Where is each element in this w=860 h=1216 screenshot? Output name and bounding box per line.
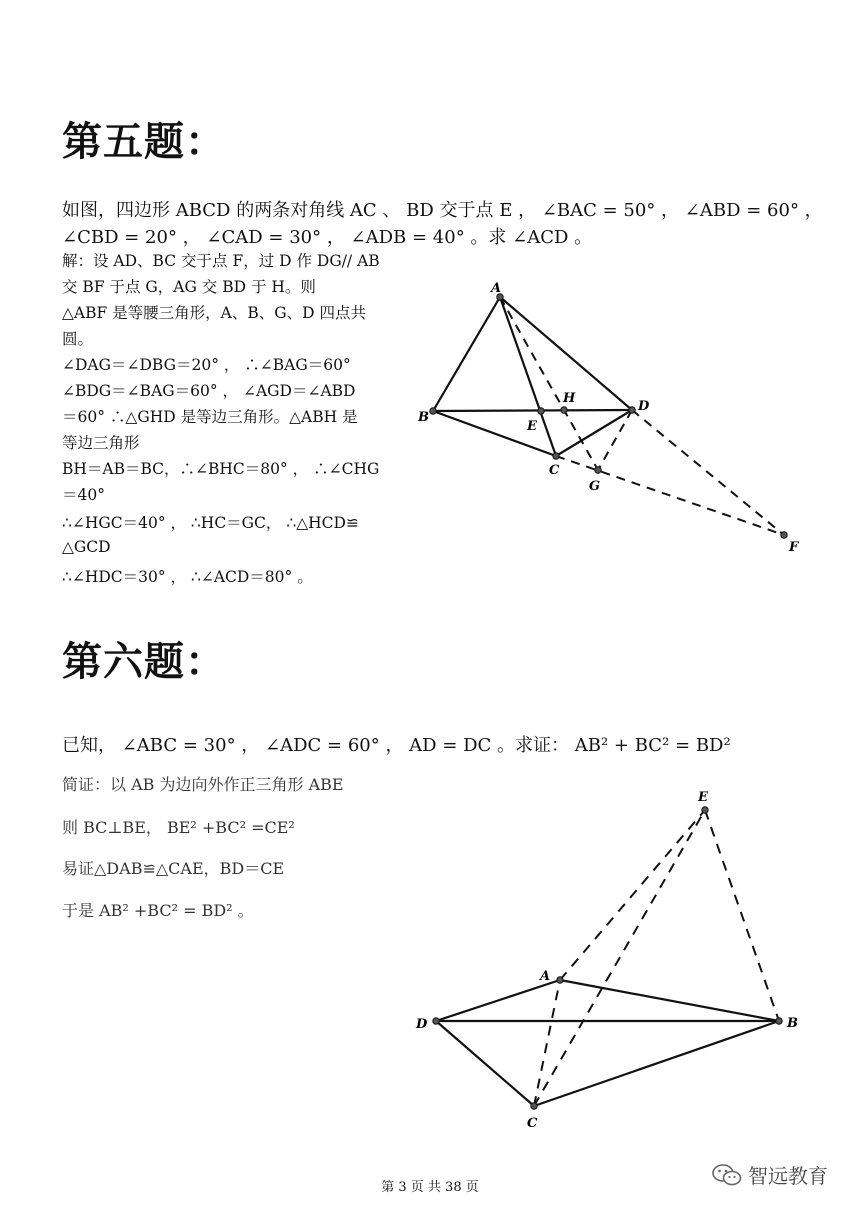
problem6-solution-line: 简证：以 AB 为边向外作正三角形 ABE <box>62 775 344 794</box>
segment-ae-dashed <box>560 810 705 980</box>
problem5-solution-line: ∠DAG＝∠DBG＝20° ， ∴∠BAG＝60° <box>62 356 351 374</box>
problem5-solution-line: ＝40° <box>62 486 105 504</box>
problem5-solution-line: △ABF 是等腰三角形，A、B、G、D 四点共 <box>62 304 367 322</box>
segment-da <box>436 980 560 1021</box>
point-e <box>702 807 708 813</box>
problem5-solution-line: △GCD <box>62 538 111 556</box>
label-c: C <box>549 463 560 478</box>
problem5-solution-line: BH＝AB＝BC，∴∠BHC＝80° ， ∴∠CHG <box>62 460 380 478</box>
problem5-solution-line: 交 BF 于点 G，AG 交 BD 于 H。则 <box>62 278 316 296</box>
point-c <box>531 1103 537 1109</box>
point-b <box>776 1018 782 1024</box>
label-a: A <box>540 969 551 984</box>
problem5-solution-line: ∠BDG＝∠BAG＝60° ， ∠AGD＝∠ABD <box>62 382 356 400</box>
label-a: A <box>491 281 502 296</box>
problem5-solution-line: 解：设 AD、BC 交于点 F，过 D 作 DG// AB <box>62 252 380 270</box>
label-e: E <box>698 790 708 805</box>
label-e: E <box>527 419 537 434</box>
label-d: D <box>638 399 650 414</box>
point-a <box>557 977 563 983</box>
label-f: F <box>789 540 799 555</box>
problem6-solution-line: 于是 AB² +BC² = BD² 。 <box>62 901 254 920</box>
problem5-solution-line: ∴∠HGC＝40° ， ∴HC＝GC， ∴△HCD≌ <box>62 514 359 532</box>
watermark <box>712 1160 828 1189</box>
segment-cb <box>534 1021 779 1106</box>
label-g: G <box>589 479 601 494</box>
problem5-solution-line: ∴∠HDC＝30° ， ∴∠ACD＝80° 。 <box>62 568 313 586</box>
label-b: B <box>418 410 429 425</box>
problem6-title: 第六题： <box>62 639 226 685</box>
problem6-statement: 已知， ∠ABC = 30° ， ∠ADC = 60° ， AD = DC 。求证： AB² + BC² = BD² <box>62 735 731 756</box>
label-h: H <box>563 391 576 406</box>
problem6-solution-line: 则 BC⊥BE， BE² +BC² =CE² <box>62 818 295 837</box>
problem5-statement-line: 如图，四边形 ABCD 的两条对角线 AC 、 BD 交于点 E ， ∠BAC = 50° ， ∠ABD = 60° ， <box>62 200 823 221</box>
problem5-solution-line: ＝60° ∴△GHD 是等边三角形。△ABH 是 <box>62 408 358 426</box>
segment-ab <box>560 980 779 1021</box>
problem5-solution-line: 圆。 <box>62 330 94 348</box>
segment-dc <box>436 1021 534 1106</box>
wechat-icon <box>712 1163 742 1187</box>
label-b: B <box>787 1016 798 1031</box>
label-c: C <box>527 1116 538 1131</box>
problem5-title: 第五题： <box>62 119 226 165</box>
problem6-solution-line: 易证△DAB≌△CAE，BD＝CE <box>62 859 285 878</box>
segment-ca-dashed <box>534 980 560 1106</box>
problem5-solution-line: 等边三角形 <box>62 434 140 452</box>
segment-ce-dashed <box>534 810 705 1106</box>
page-footer: 第 3 页 共 38 页 <box>381 1180 479 1195</box>
segment-eb-dashed <box>705 810 779 1021</box>
problem5-statement-line: ∠CBD = 20° ， ∠CAD = 30° ， ∠ADB = 40° 。求 ∠ACD 。 <box>62 227 593 248</box>
label-d: D <box>416 1017 428 1032</box>
watermark-text: 智远教育 <box>748 1164 828 1188</box>
point-d <box>433 1018 439 1024</box>
